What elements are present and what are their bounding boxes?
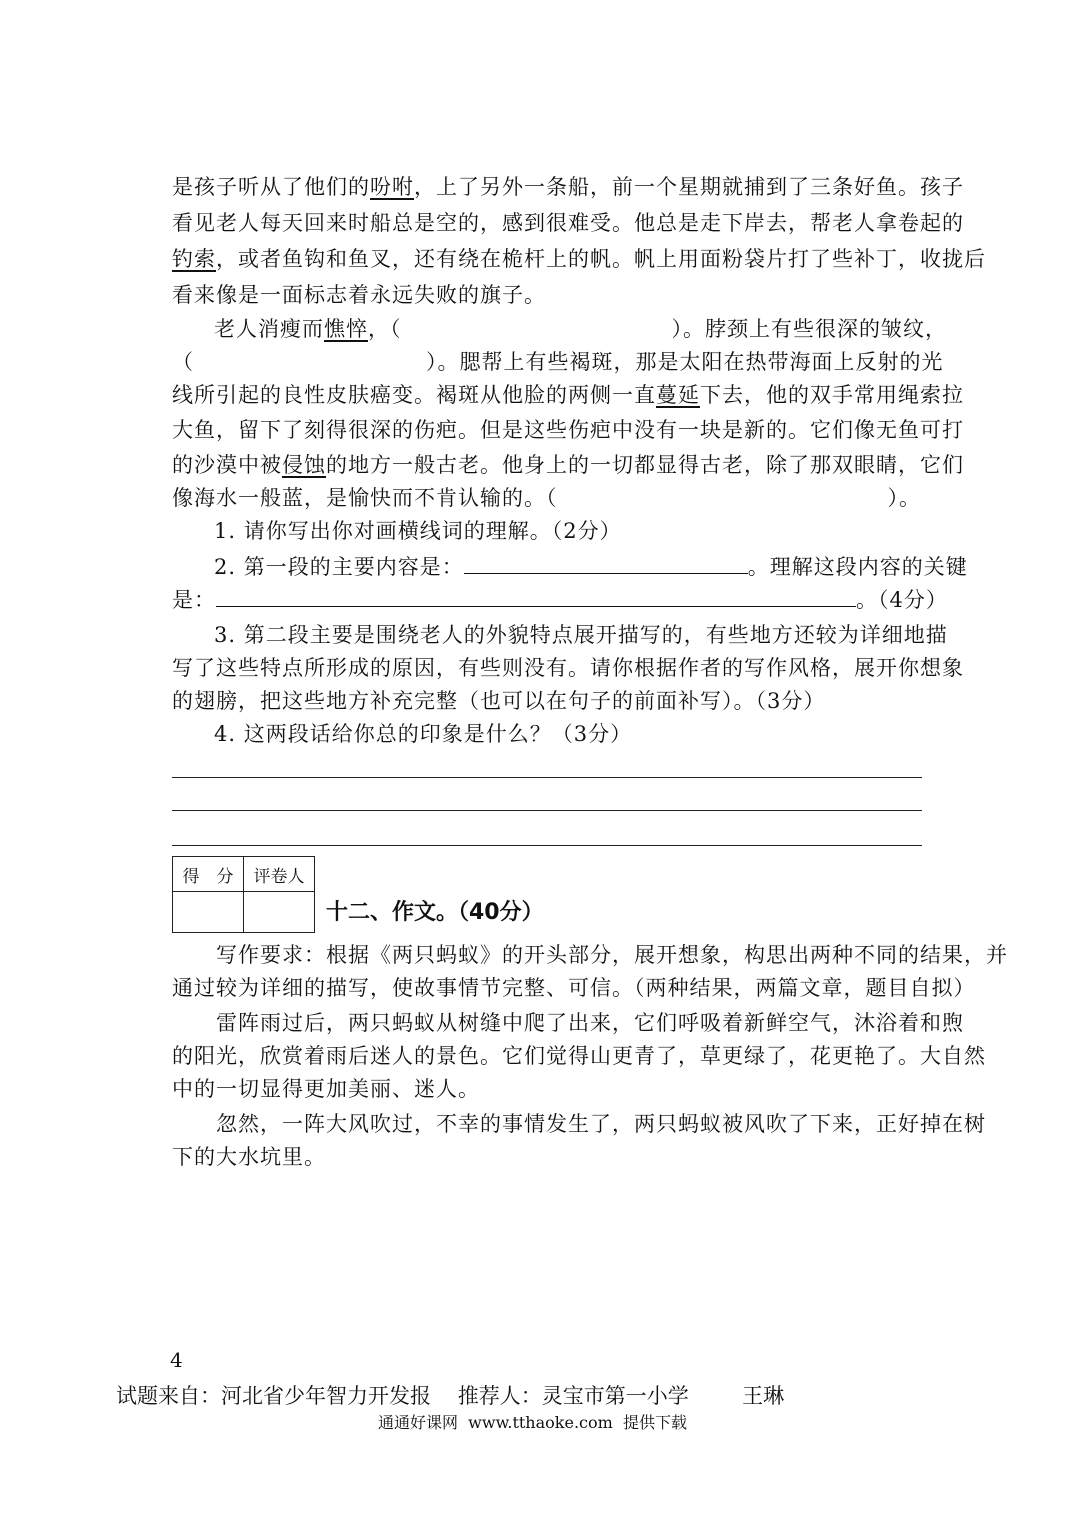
- answer-line[interactable]: [172, 845, 922, 846]
- text: ，上了另外一条船，前一个星期就捕到了三条好鱼。孩子: [414, 175, 964, 199]
- text: 是孩子听从了他们的: [172, 175, 370, 199]
- text: ）。: [887, 486, 921, 510]
- text: 的沙漠中被: [172, 453, 282, 477]
- composition-line: 中的一切显得更加美丽、迷人。: [172, 1077, 480, 1101]
- answer-line[interactable]: [172, 777, 922, 778]
- answer-blank[interactable]: [464, 551, 748, 574]
- question-4: 4. 这两段话给你总的印象是什么？（3分）: [214, 722, 633, 746]
- underlined-word: 蔓延: [656, 383, 700, 407]
- question-2-cont: [172, 584, 948, 615]
- text: 老人消瘦而: [214, 317, 324, 341]
- score-header: 得 分: [173, 857, 244, 892]
- text: （: [172, 350, 194, 374]
- passage-line: [172, 483, 921, 513]
- download-site-line: 通通好课网 www.tthaoke.com 提供下载: [378, 1413, 687, 1432]
- composition-line: 忽然，一阵大风吹过，不幸的事情发生了，两只蚂蚁被风吹了下来，正好掉在树: [172, 1112, 986, 1136]
- source-line: 试题来自：河北省少年智力开发报 推荐人：灵宝市第一小学 王琳: [116, 1384, 785, 1408]
- section-title: 十二、作文。（40分）: [326, 900, 544, 925]
- composition-line: 的阳光，欣赏着雨后迷人的景色。它们觉得山更青了，草更绿了，花更艳了。大自然: [172, 1044, 986, 1068]
- text: 。（4分）: [856, 588, 948, 612]
- underlined-word: 吩咐: [370, 175, 414, 199]
- underlined-word: 憔悴: [324, 317, 368, 341]
- text: 像海水一般蓝，是愉快而不肯认输的。（: [172, 486, 558, 510]
- passage-line: [172, 244, 986, 274]
- text: 看来像是一面标志着永远失败的旗子。: [172, 283, 546, 307]
- score-cell[interactable]: [173, 892, 244, 933]
- score-table: [172, 856, 315, 933]
- text: 的地方一般古老。他身上的一切都显得古老，除了那双眼睛，它们: [326, 453, 964, 477]
- text: 。理解这段内容的关键: [747, 555, 968, 579]
- answer-blank[interactable]: [216, 584, 856, 607]
- text: ）。腮帮上有些褐斑，那是太阳在热带海面上反射的光: [426, 350, 944, 374]
- text: 2. 第一段的主要内容是：: [214, 555, 464, 579]
- text: ，或者鱼钩和鱼叉，还有绕在桅杆上的帆。帆上用面粉袋片打了些补丁，收拢后: [216, 247, 986, 271]
- composition-line: 雷阵雨过后，两只蚂蚁从树缝中爬了出来，它们呼吸着新鲜空气，沐浴着和煦: [172, 1011, 964, 1035]
- text: 下去，他的双手常用绳索拉: [700, 383, 964, 407]
- underlined-word: 钓索: [172, 247, 216, 271]
- composition-line: 通过较为详细的描写，使故事情节完整、可信。（两种结果，两篇文章，题目自拟）: [172, 976, 976, 1000]
- text: 线所引起的良性皮肤癌变。褐斑从他脸的两侧一直: [172, 383, 656, 407]
- answer-line[interactable]: [172, 810, 922, 811]
- passage-line: [172, 280, 546, 310]
- question-3-line2: 写了这些特点所形成的原因，有些则没有。请你根据作者的写作风格，展开你想象: [172, 656, 964, 680]
- question-3-line3: 的翅膀，把这些地方补充完整（也可以在句子的前面补写）。（3分）: [172, 689, 826, 713]
- passage-line: [172, 347, 944, 377]
- passage-line: [172, 450, 964, 480]
- passage-line: [214, 314, 947, 344]
- composition-line: 写作要求：根据《两只蚂蚁》的开头部分，展开想象，构思出两种不同的结果，并: [172, 943, 1008, 967]
- underlined-word: 侵蚀: [282, 453, 326, 477]
- question-1: 1. 请你写出你对画横线词的理解。（2分）: [214, 519, 622, 543]
- text: 大鱼，留下了刻得很深的伤疤。但是这些伤疤中没有一块是新的。它们像无鱼可打: [172, 418, 964, 442]
- passage-line: [172, 415, 964, 445]
- question-3: 3. 第二段主要是围绕老人的外貌特点展开描写的，有些地方还较为详细地描: [214, 623, 948, 647]
- text: 是：: [172, 588, 216, 612]
- grader-cell[interactable]: [244, 892, 315, 933]
- page-number: 4: [170, 1348, 183, 1372]
- text: 看见老人每天回来时船总是空的，感到很难受。他总是走下岸去，帮老人拿卷起的: [172, 211, 964, 235]
- text: ，（: [368, 317, 402, 341]
- composition-line: 下的大水坑里。: [172, 1145, 326, 1169]
- passage-line: [172, 380, 964, 410]
- passage-line: [172, 208, 964, 238]
- passage-line: [172, 172, 964, 202]
- text: ）。脖颈上有些很深的皱纹，: [671, 317, 947, 341]
- question-2: [214, 551, 968, 582]
- grader-header: 评卷人: [244, 857, 315, 892]
